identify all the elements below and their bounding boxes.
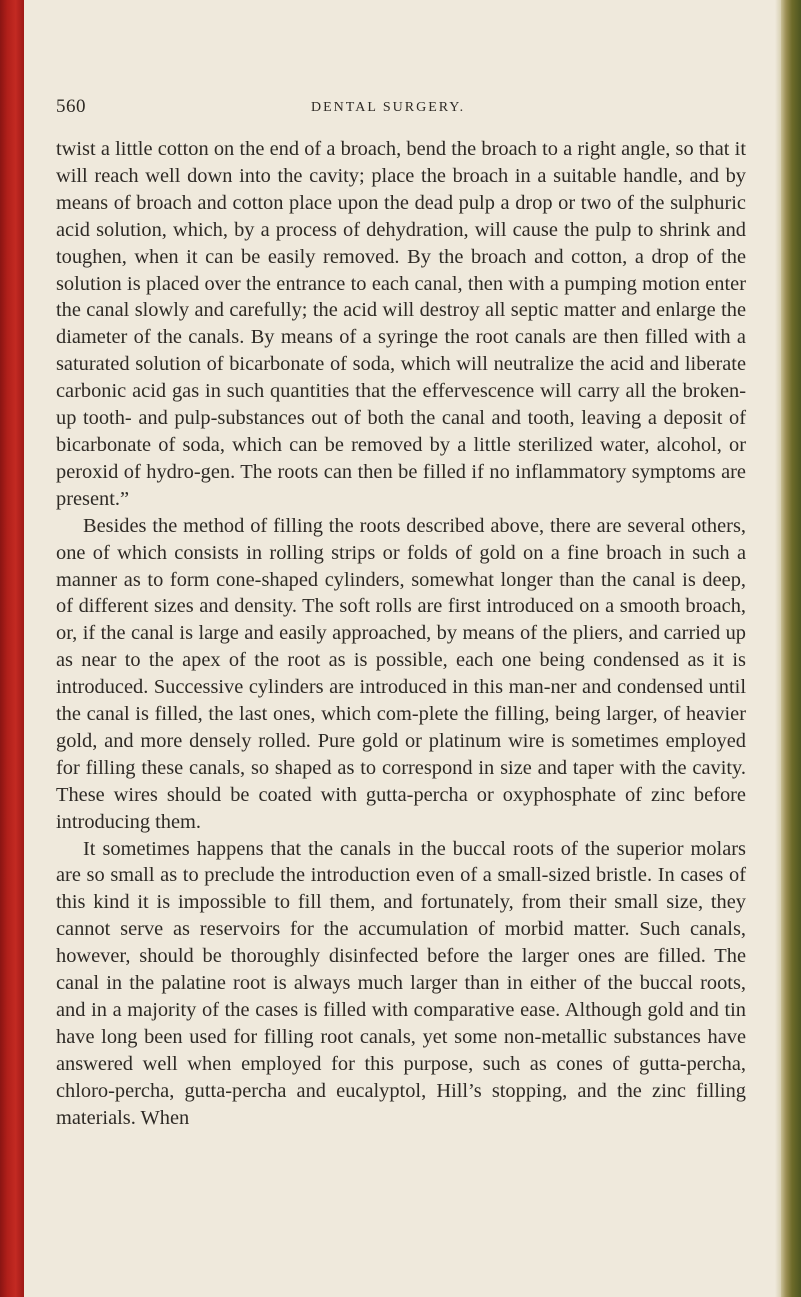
paragraph-gold-cylinders: Besides the method of filling the roots described above, there are several others, one of which consists in rolling strips or folds of gold on a fine broach in such a manner as to form cone-shaped cylinders, somewhat longer than the canal is deep, of different sizes and density. The soft rolls are first introduced on a smooth broach, or, if the canal is large and easily approached, by means of the pliers, and carried up as near to the apex of the root as is possible, each one being condensed as it is introduced. Successive cylinders are introduced in this man-ner and condensed until the canal is filled, the last ones, which com-plete the filling, being larger, of heavier gold, and more densely rolled. Pure gold or platinum wire is sometimes employed for filling these canals, so shaped as to correspond in size and taper with the cavity. These wires should be coated with gutta-percha or oxyphosphate of zinc before introducing them. — [56, 514, 746, 833]
book-cover-edge-left — [0, 0, 24, 1297]
paragraph-continued: twist a little cotton on the end of a broach, bend the broach to a right angle, so that it will reach well down into the cavity; place the broach in a suitable handle, and by means of broach and cotton place upon the dead pulp a drop or two of the sulphuric acid solution, which, by a process of dehydration, will cause the pulp to shrink and toughen, when it can be easily removed. By the broach and cotton, a drop of the solution is placed over the entrance to each canal, then with a pumping motion enter the canal slowly and carefully; the acid will destroy all septic matter and enlarge the diameter of the canals. By means of a syringe the root canals are then filled with a saturated solution of bicarbonate of soda, which will neutralize the acid and liberate carbonic acid gas in such quantities that the effervescence will carry all the broken-up tooth- and pulp-substances out of both the canal and tooth, leaving a deposit of bicarbonate of soda, which can be removed by a little sterilized water, alcohol, or peroxid of hydro-gen. The roots can then be filled if no inflammatory symptoms are present.” — [56, 138, 746, 510]
book-page — [56, 96, 746, 1132]
book-cover-edge-right — [781, 0, 801, 1297]
running-title: DENTAL SURGERY. — [311, 100, 466, 115]
running-head — [56, 96, 746, 124]
page-number: 560 — [56, 96, 86, 117]
body-text — [56, 136, 746, 1132]
paragraph-buccal-roots: It sometimes happens that the canals in the buccal roots of the superior molars are so small as to preclude the introduction even of a small-sized bristle. In cases of this kind it is impossible to fill them, and fortunately, from their small size, they cannot serve as reservoirs for the accumulation of morbid matter. Such canals, however, should be thoroughly disinfected before the larger ones are filled. The canal in the palatine root is always much larger than in either of the buccal roots, and in a majority of the cases is filled with comparative ease. Although gold and tin have long been used for filling root canals, yet some non-metallic substances have answered well when employed for this purpose, such as cones of gutta-percha, chloro-percha, gutta-percha and eucalyptol, Hill’s stopping, and the zinc filling materials. When — [56, 837, 746, 1129]
